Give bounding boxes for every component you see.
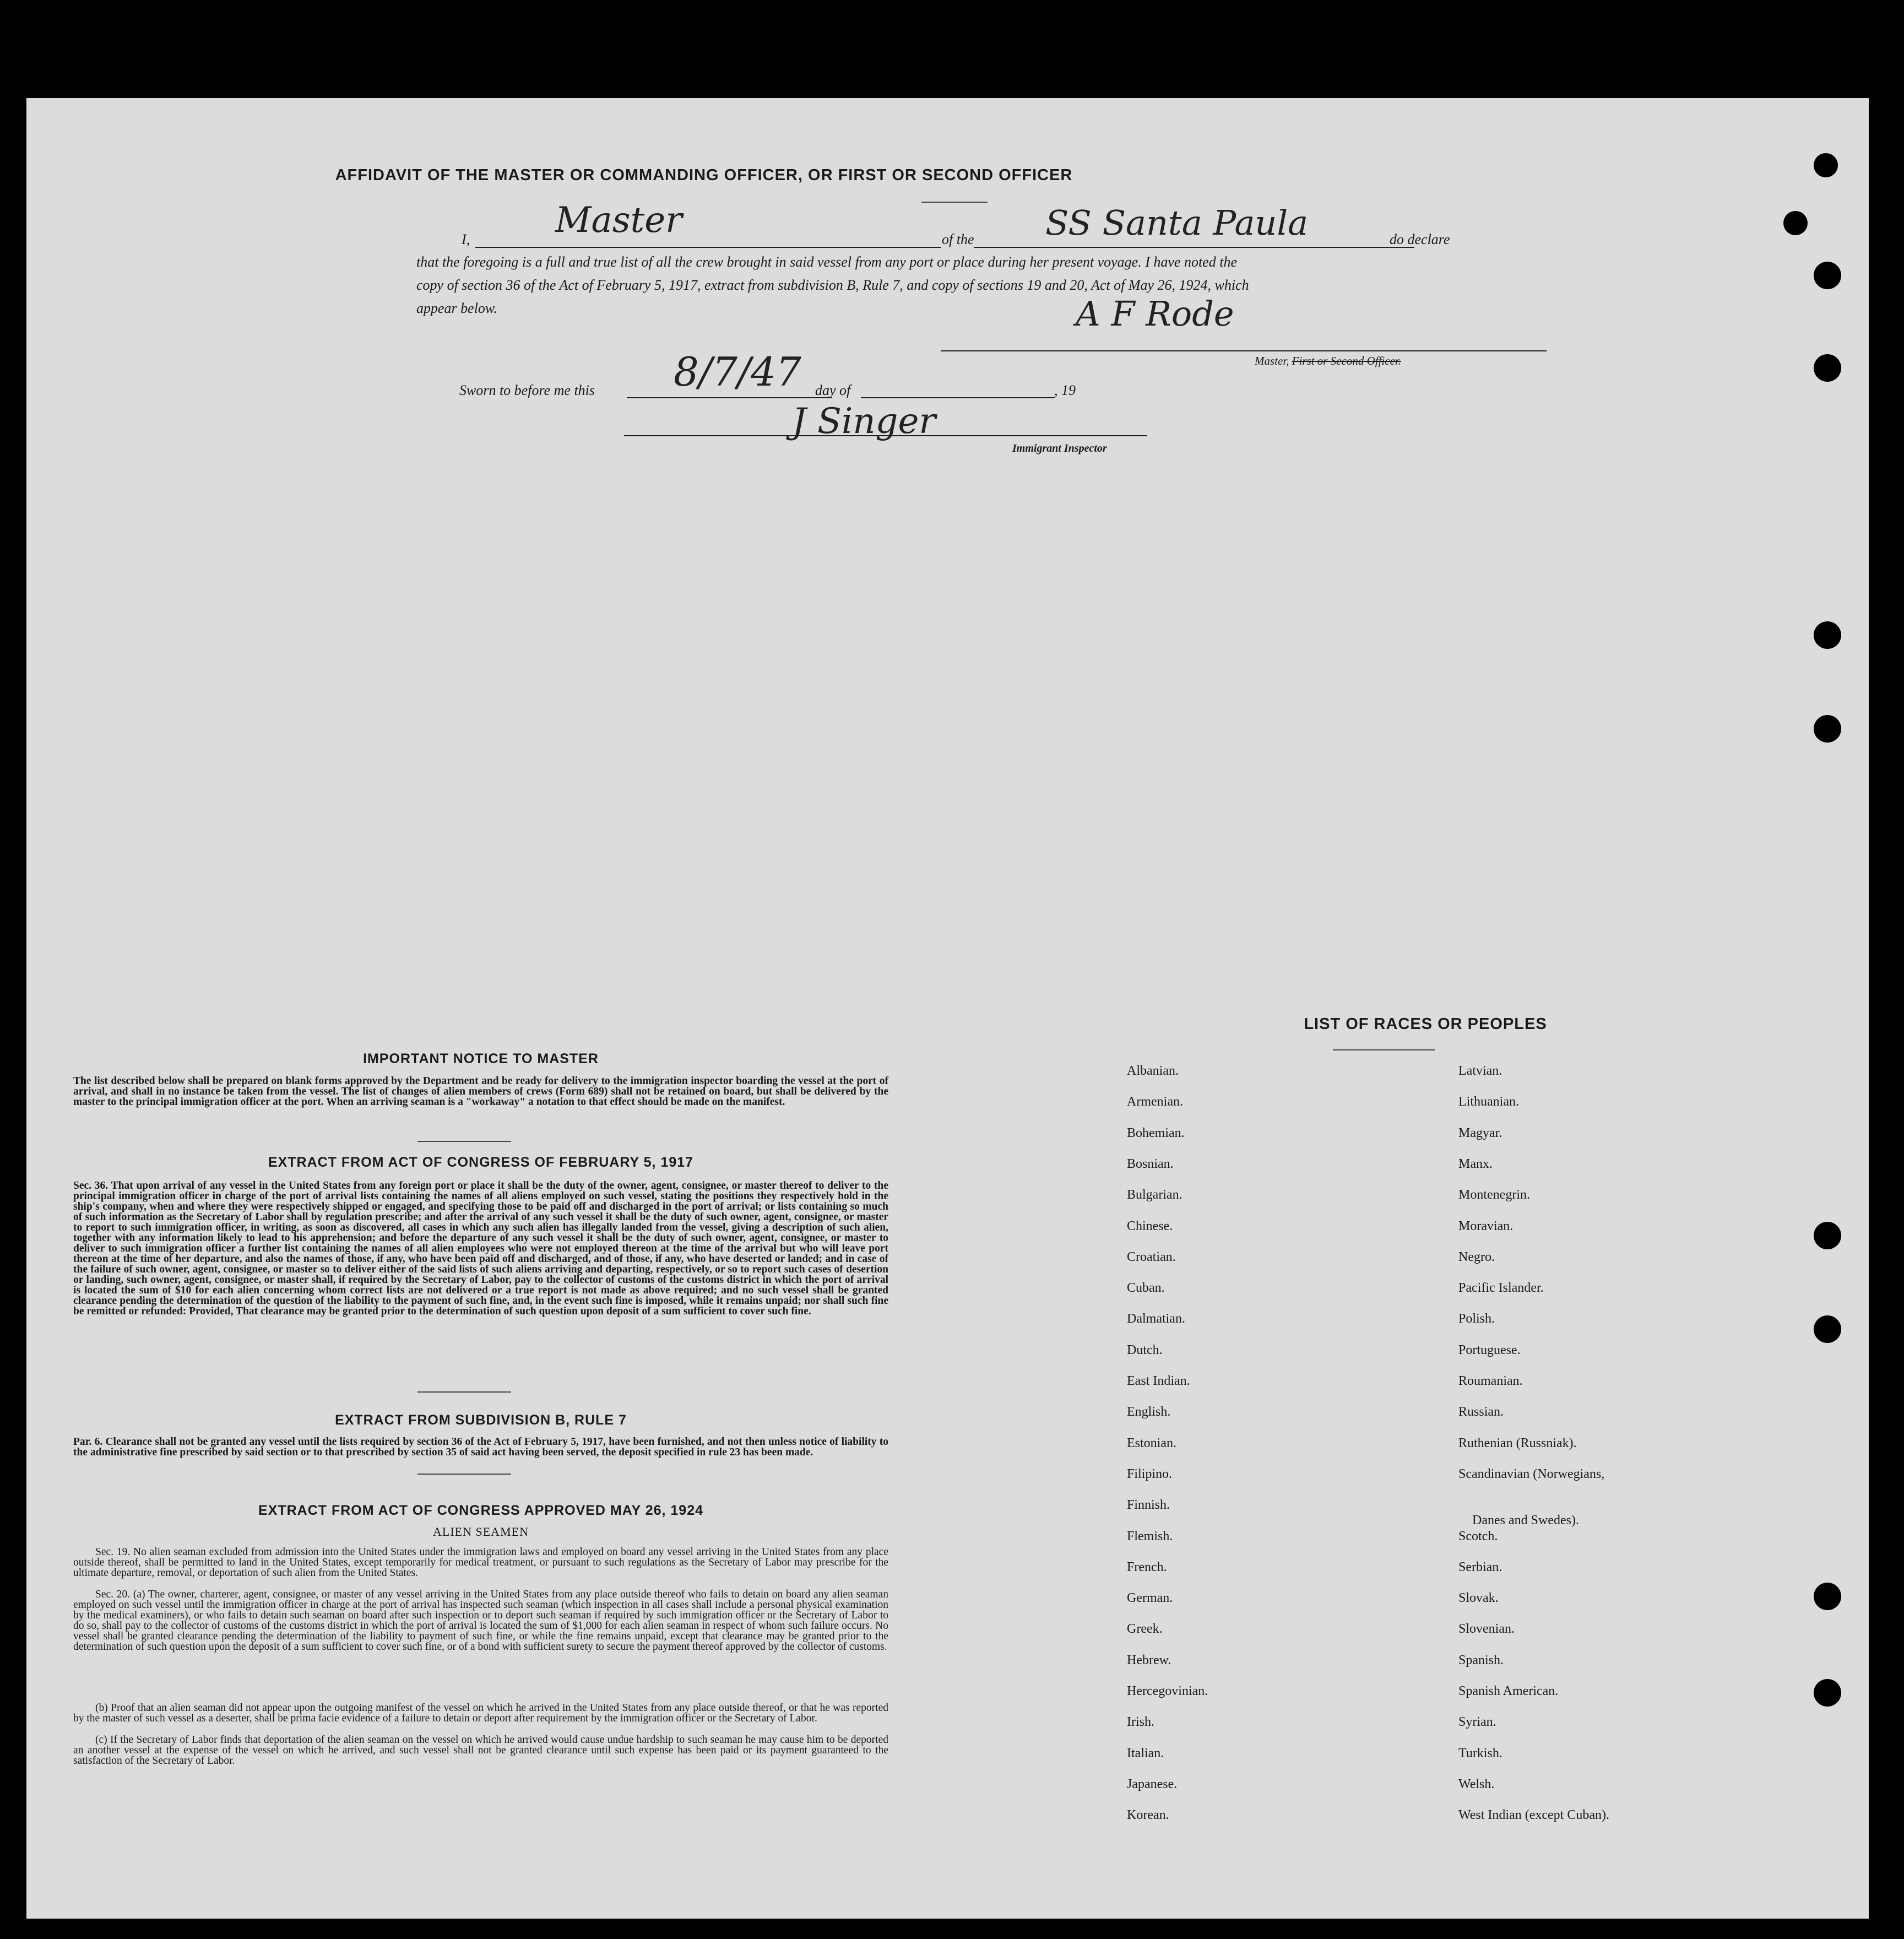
- master-caption-master: Master,: [1255, 354, 1289, 367]
- extract-1917-title: EXTRACT FROM ACT OF CONGRESS OF FEBRUARY 5, 1917: [268, 1155, 694, 1170]
- race-item: Dalmatian.: [1127, 1312, 1185, 1326]
- race-item: Scotch.: [1458, 1529, 1498, 1543]
- inspector-caption: Immigrant Inspector: [1012, 442, 1107, 454]
- notice-title: IMPORTANT NOTICE TO MASTER: [363, 1051, 599, 1066]
- affidavit-title: AFFIDAVIT OF THE MASTER OR COMMANDING OFFICER, OR FIRST OR SECOND OFFICER: [335, 166, 1073, 184]
- race-item: Estonian.: [1127, 1436, 1176, 1450]
- race-item: Dutch.: [1127, 1342, 1163, 1357]
- sworn-label: Sworn to before me this: [459, 382, 595, 398]
- vessel-line: [974, 247, 1414, 248]
- races-rule: [1333, 1049, 1435, 1050]
- race-item: Latvian.: [1458, 1064, 1502, 1078]
- inspector-signature: J Singer: [792, 401, 936, 442]
- binder-hole: [1814, 621, 1841, 649]
- rule7-title: EXTRACT FROM SUBDIVISION B, RULE 7: [335, 1412, 627, 1428]
- notice-rule: [417, 1141, 511, 1142]
- race-item: Flemish.: [1127, 1529, 1173, 1543]
- binder-hole: [1814, 1583, 1841, 1610]
- race-item: English.: [1127, 1405, 1171, 1420]
- race-item: Italian.: [1127, 1746, 1164, 1761]
- race-item: Montenegrin.: [1458, 1188, 1530, 1203]
- extract-1917-rule: [417, 1391, 511, 1393]
- master-line: [475, 247, 941, 248]
- extract-1924-sec20a: Sec. 20. (a) The owner, charterer, agent, consignee, or master of any vessel arriving in the United States from any place outside thereof who fails to detain on board any alien seaman employed on such vessel until the immigration officer in charge at the port of arrival has inspected such seaman (which inspection in all cases shall include a personal physical examination by the medical examiners), or who fails to detain such seaman on board after such inspection or to deport such seaman if required by such immigration officer or the Secretary of Labor to do so, shall pay to the collector of customs of the customs district in which the port of arrival is located the sum of $1,000 for each alien seaman in respect of whom such failure occurs. No vessel shall be granted clearance pending the determination of the liability to payment of such fine, or while the fine remains unpaid, except that clearance may be granted prior to the determination of such question upon the deposit of a sum sufficient to cover such fine, or of a bond with sufficient surety to secure the payment thereof approved by the collector of customs.: [73, 1589, 888, 1653]
- binder-hole: [1814, 262, 1841, 289]
- race-item: Serbian.: [1458, 1559, 1502, 1574]
- race-item: Bosnian.: [1127, 1156, 1174, 1171]
- rule7-rule: [417, 1474, 511, 1475]
- race-item: Magyar.: [1458, 1125, 1502, 1140]
- race-item: Roumanian.: [1458, 1374, 1523, 1388]
- race-item: Croatian.: [1127, 1249, 1176, 1264]
- of-the-label: of the: [942, 231, 974, 247]
- signature-line: [941, 350, 1547, 351]
- race-item: Irish.: [1127, 1715, 1154, 1730]
- race-item: Portuguese.: [1458, 1342, 1521, 1357]
- race-item: East Indian.: [1127, 1374, 1190, 1388]
- race-item: Welsh.: [1458, 1776, 1495, 1791]
- extract-1924-subtitle: ALIEN SEAMEN: [433, 1525, 529, 1539]
- race-item: Lithuanian.: [1458, 1095, 1519, 1109]
- race-item: Moravian.: [1458, 1218, 1514, 1233]
- sworn-date-line: [627, 397, 832, 398]
- extract-1924-title: EXTRACT FROM ACT OF CONGRESS APPROVED MAY 26, 1924: [258, 1503, 704, 1518]
- day-of-label: day of: [815, 382, 851, 398]
- day-of-line: [861, 397, 1055, 398]
- binder-hole: [1814, 1315, 1841, 1343]
- binder-hole: [1814, 1679, 1841, 1707]
- race-item: Spanish.: [1458, 1653, 1504, 1667]
- master-signature: A F Rode: [1076, 294, 1234, 334]
- affidavit-body-line2: copy of section 36 of the Act of February 5, 1917, extract from subdivision B, Rule 7, and copy of sections 19 and 20, Act of May 26, 1924, which: [416, 277, 1249, 293]
- race-item: Filipino.: [1127, 1466, 1173, 1481]
- notice-body: The list described below shall be prepared on blank forms approved by the Department and be ready for delivery to the immigration inspector boarding the vessel at the port of arrival, and shall in no instance be taken from the vessel. The list of changes of alien members of crews (Form 689) shall not be retained on board, but shall be delivered by the master to the principal immigration officer at the port. When an arriving seaman is a "workaway" a notation to that effect should be made on the manifest.: [73, 1075, 888, 1108]
- races-title: LIST OF RACES OR PEOPLES: [1304, 1015, 1547, 1033]
- master-handwritten: Master: [555, 200, 682, 241]
- race-item: Polish.: [1458, 1312, 1495, 1326]
- master-caption: [1255, 354, 1401, 368]
- extract-1917-body: Sec. 36. That upon arrival of any vessel in the United States from any foreign port or place it shall be the duty of the owner, agent, consignee, or master thereof to deliver to the principal immigration officer in charge of the port of arrival lists containing the names of all aliens employed on such vessel, stating the positions they respectively hold in the ship's company, when and where they were respectively shipped or engaged, and specifying those to be paid off and discharged in the port of arrival; or lists containing so much of such information as the Secretary of Labor shall by regulation prescribe; and after the arrival of any such vessel it shall be the duty of such owner, agent, consignee, or master to report to such immigration officer, in writing, as soon as discovered, all cases in which any such alien has illegally landed from the vessel, giving a description of such alien, together with any information likely to lead to his apprehension; and before the departure of any such vessel it shall be the duty of such owner, agent, consignee, or master to deliver to such immigration officer a further list containing the names of all alien employees who were not employed thereon at the time of the arrival but who will leave port thereon at the time of her departure, and also the names of those, if any, who have been paid off and discharged, and of those, if any, who have deserted or landed; and in case of the failure of such owner, agent, consignee, or master so to deliver either of the said lists of such aliens arriving and departing, respectively, or so to report such cases of desertion or landing, such owner, agent, consignee, or master shall, if required by the Secretary of Labor, pay to the collector of customs of the customs district in which the port of arrival is located the sum of $10 for each alien concerning whom correct lists are not delivered or a true report is not made as above required; and no such vessel shall be granted clearance pending the determination of the question of the liability to the payment of such fine, and, in the event such fine is imposed, while it remains unpaid; nor shall such fine be remitted or refunded: Provided, That clearance may be granted prior to the determination of such question upon deposit of a sum sufficient to cover such fine.: [73, 1180, 888, 1317]
- race-item: Japanese.: [1127, 1776, 1178, 1791]
- binder-hole: [1814, 153, 1838, 177]
- binder-hole: [1814, 354, 1841, 382]
- title-rule: [921, 202, 988, 203]
- race-item: Korean.: [1127, 1808, 1169, 1823]
- race-item: Syrian.: [1458, 1715, 1496, 1730]
- race-item: German.: [1127, 1591, 1173, 1606]
- do-declare-label: do declare: [1390, 231, 1450, 247]
- extract-1924-sec19: Sec. 19. No alien seaman excluded from admission into the United States under the immigration laws and employed on board any vessel arriving in the United States from any place outside thereof, shall be permitted to land in the United States, except temporarily for medical treatment, or pursuant to such regulations as the Secretary of Labor may prescribe for the ultimate departure, removal, or deportation of such alien from the United States.: [73, 1546, 888, 1579]
- race-item: Turkish.: [1458, 1746, 1502, 1761]
- race-item: Danes and Swedes).: [1472, 1513, 1579, 1528]
- race-item: Spanish American.: [1458, 1684, 1559, 1698]
- race-item: Pacific Islander.: [1458, 1281, 1544, 1296]
- race-item: Scandinavian (Norwegians,: [1458, 1466, 1605, 1481]
- race-item: French.: [1127, 1559, 1167, 1574]
- affidavit-body-line1: that the foregoing is a full and true list of all the crew brought in said vessel from any port or place during her present voyage. I have noted the: [416, 254, 1237, 270]
- race-item: Bulgarian.: [1127, 1188, 1182, 1203]
- binder-hole: [1814, 715, 1841, 743]
- race-item: Slovak.: [1458, 1591, 1499, 1606]
- race-item: Hercegovinian.: [1127, 1684, 1208, 1698]
- master-caption-struck: First or Second Officer.: [1292, 354, 1401, 367]
- extract-1924-sec20b: (b) Proof that an alien seaman did not appear upon the outgoing manifest of the vessel on which he arrived in the United States from any place outside thereof, or that he was reported by the master of such vessel as a deserter, shall be prima facie evidence of a failure to detain or deport after requirement by the immigration officer or the Secretary of Labor.: [73, 1702, 888, 1724]
- binder-hole: [1814, 1222, 1841, 1249]
- race-item: Negro.: [1458, 1249, 1495, 1264]
- rule7-body: Par. 6. Clearance shall not be granted any vessel until the lists required by section 36 of the Act of February 5, 1917, have been furnished, and not then unless notice of liability to the administrative fine prescribed by said section or to that prescribed by section 35 of said act having been served, the deposit specified in rule 23 has been made.: [73, 1436, 888, 1458]
- manifest-page: [26, 98, 1869, 1919]
- race-item: Greek.: [1127, 1622, 1163, 1637]
- sworn-date-handwritten: 8/7/47: [674, 349, 801, 395]
- extract-1924-sec20c: (c) If the Secretary of Labor finds that deportation of the alien seaman on the vessel on which he arrived would cause undue hardship to such seaman he may cause him to be deported an another vessel at the expense of the vessel on which he arrived, and such vessel shall not be granted clearance until such expense has been paid or its payment guaranteed to the satisfaction of the Secretary of Labor.: [73, 1734, 888, 1767]
- race-item: Finnish.: [1127, 1498, 1170, 1513]
- vessel-handwritten: SS Santa Paula: [1045, 203, 1309, 243]
- race-item: Chinese.: [1127, 1218, 1173, 1233]
- race-item: West Indian (except Cuban).: [1458, 1808, 1609, 1823]
- affidavit-body-line3: appear below.: [416, 300, 497, 316]
- race-item: Manx.: [1458, 1156, 1493, 1171]
- race-item: Armenian.: [1127, 1095, 1183, 1109]
- race-item: Russian.: [1458, 1405, 1504, 1420]
- race-item: Bohemian.: [1127, 1125, 1185, 1140]
- race-item: Slovenian.: [1458, 1622, 1515, 1637]
- race-item: Ruthenian (Russniak).: [1458, 1436, 1577, 1450]
- race-item: Cuban.: [1127, 1281, 1165, 1296]
- binder-hole: [1783, 211, 1808, 235]
- race-item: Hebrew.: [1127, 1653, 1171, 1667]
- race-item: Albanian.: [1127, 1064, 1179, 1078]
- i-label: I,: [462, 231, 470, 247]
- year-label: , 19: [1054, 382, 1076, 398]
